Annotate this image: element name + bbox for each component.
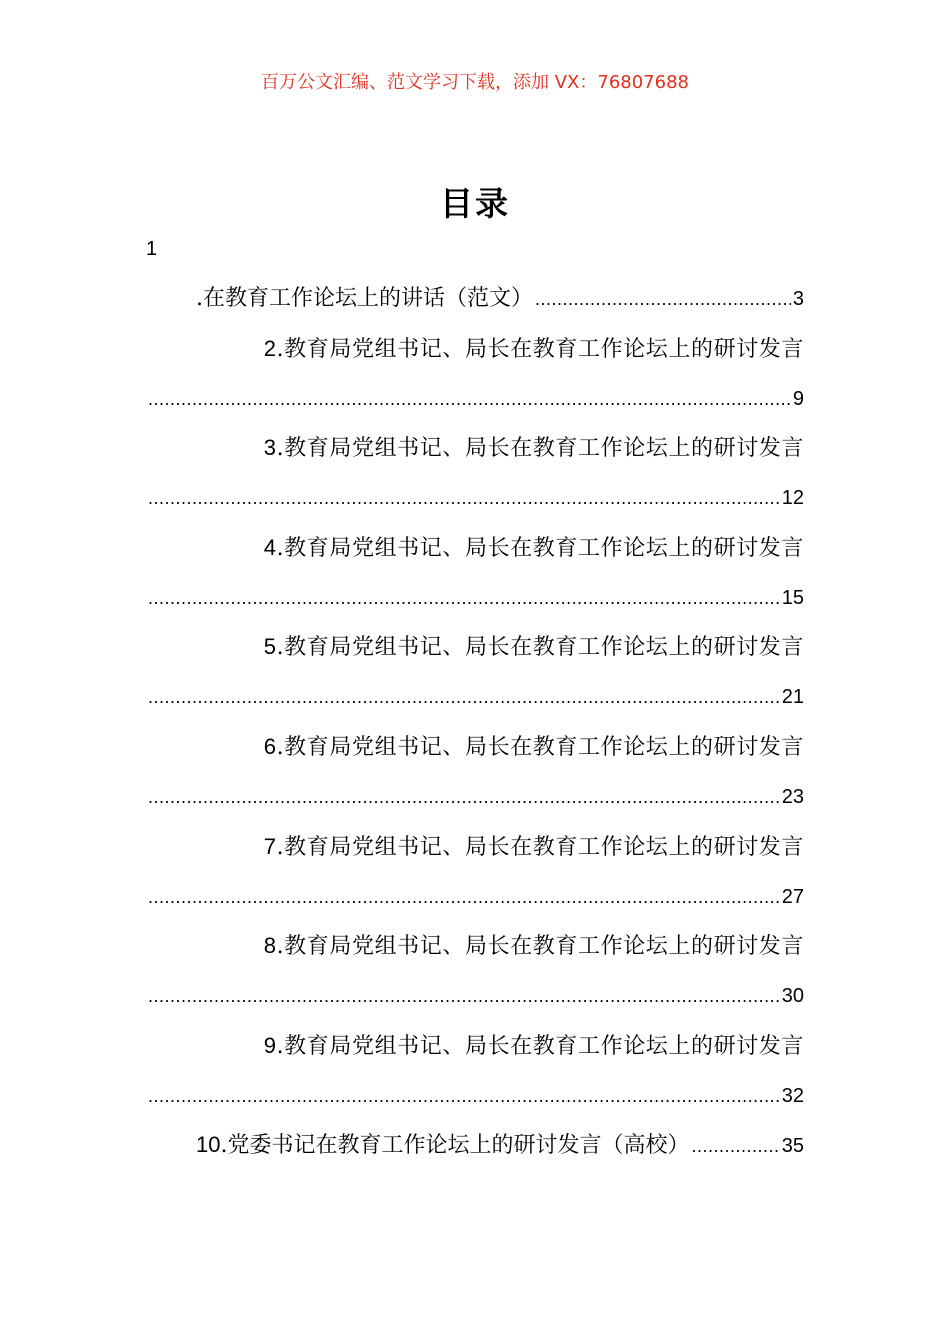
toc-entry-page: 9 [792, 388, 804, 410]
toc-entry-number: 7 [263, 834, 277, 859]
toc-entry-7-leader [146, 880, 804, 914]
stray-number: 1 [146, 238, 158, 260]
leader-dots [148, 880, 780, 914]
toc-entry-title: .教育局党组书记、局长在教育工作论坛上的研讨发言 [276, 835, 804, 860]
leader-dots [148, 581, 780, 615]
toc-entry-3-leader [146, 481, 804, 515]
toc-entry-number: 10 [196, 1132, 221, 1157]
toc-entry-title: .在教育工作论坛上的讲话（范文） [196, 286, 533, 311]
toc-entry-1[interactable] [196, 282, 804, 316]
toc-entry-5[interactable] [146, 630, 804, 664]
toc-entry-8-leader [146, 979, 804, 1013]
toc-entry-title: .教育局党组书记、局长在教育工作论坛上的研讨发言 [276, 735, 804, 760]
toc-entry-title: .教育局党组书记、局长在教育工作论坛上的研讨发言 [276, 635, 804, 660]
toc-entry-page: 15 [781, 587, 804, 609]
toc-entry-4[interactable] [146, 531, 804, 565]
toc-entry-page: 23 [781, 786, 804, 808]
toc-entry-5-leader [146, 680, 804, 714]
toc-entry-title: .党委书记在教育工作论坛上的研讨发言（高校） [220, 1133, 690, 1158]
page-title: 目录 [440, 184, 510, 223]
leader-dots [535, 282, 791, 316]
leader-dots [148, 382, 791, 416]
toc-entry-number: 6 [263, 734, 277, 759]
toc-entry-2-leader [146, 382, 804, 416]
toc-entry-8[interactable] [146, 929, 804, 963]
toc-entry-number: 4 [263, 535, 277, 560]
header-watermark-note: 百万公文汇编、范文学习下载，添加 VX：76807688 [261, 72, 689, 93]
toc-entry-page: 3 [792, 288, 804, 310]
toc-entry-number: 8 [263, 933, 277, 958]
toc-entry-page: 27 [781, 886, 804, 908]
toc-entry-4-leader [146, 581, 804, 615]
toc-entry-page: 30 [781, 985, 804, 1007]
toc-entry-title: .教育局党组书记、局长在教育工作论坛上的研讨发言 [276, 337, 804, 362]
leader-dots [148, 481, 780, 515]
toc-entry-title: .教育局党组书记、局长在教育工作论坛上的研讨发言 [276, 536, 804, 561]
toc-entry-number: 2 [263, 336, 277, 361]
toc-entry-2[interactable] [146, 332, 804, 366]
toc-entry-6-leader [146, 780, 804, 814]
toc-entry-7[interactable] [146, 830, 804, 864]
toc-entry-9-leader [146, 1079, 804, 1113]
toc-entry-3[interactable] [146, 431, 804, 465]
leader-dots [148, 680, 780, 714]
leader-dots [691, 1129, 779, 1163]
leader-dots [148, 1079, 780, 1113]
toc-entry-title: .教育局党组书记、局长在教育工作论坛上的研讨发言 [276, 934, 804, 959]
leader-dots [148, 979, 780, 1013]
toc-entry-number: 5 [263, 634, 277, 659]
toc-entry-title: .教育局党组书记、局长在教育工作论坛上的研讨发言 [276, 436, 804, 461]
toc-entry-title: .教育局党组书记、局长在教育工作论坛上的研讨发言 [276, 1034, 804, 1059]
toc-entry-page: 32 [781, 1085, 804, 1107]
toc-entry-number: 3 [263, 435, 277, 460]
toc-entry-page: 35 [781, 1135, 804, 1157]
toc-entry-6[interactable] [146, 730, 804, 764]
toc-entry-number: 9 [263, 1033, 277, 1058]
toc-entry-10[interactable] [196, 1128, 804, 1162]
toc-entry-page: 12 [781, 487, 804, 509]
leader-dots [148, 780, 780, 814]
toc-entry-9[interactable] [146, 1029, 804, 1063]
toc-entry-page: 21 [781, 686, 804, 708]
